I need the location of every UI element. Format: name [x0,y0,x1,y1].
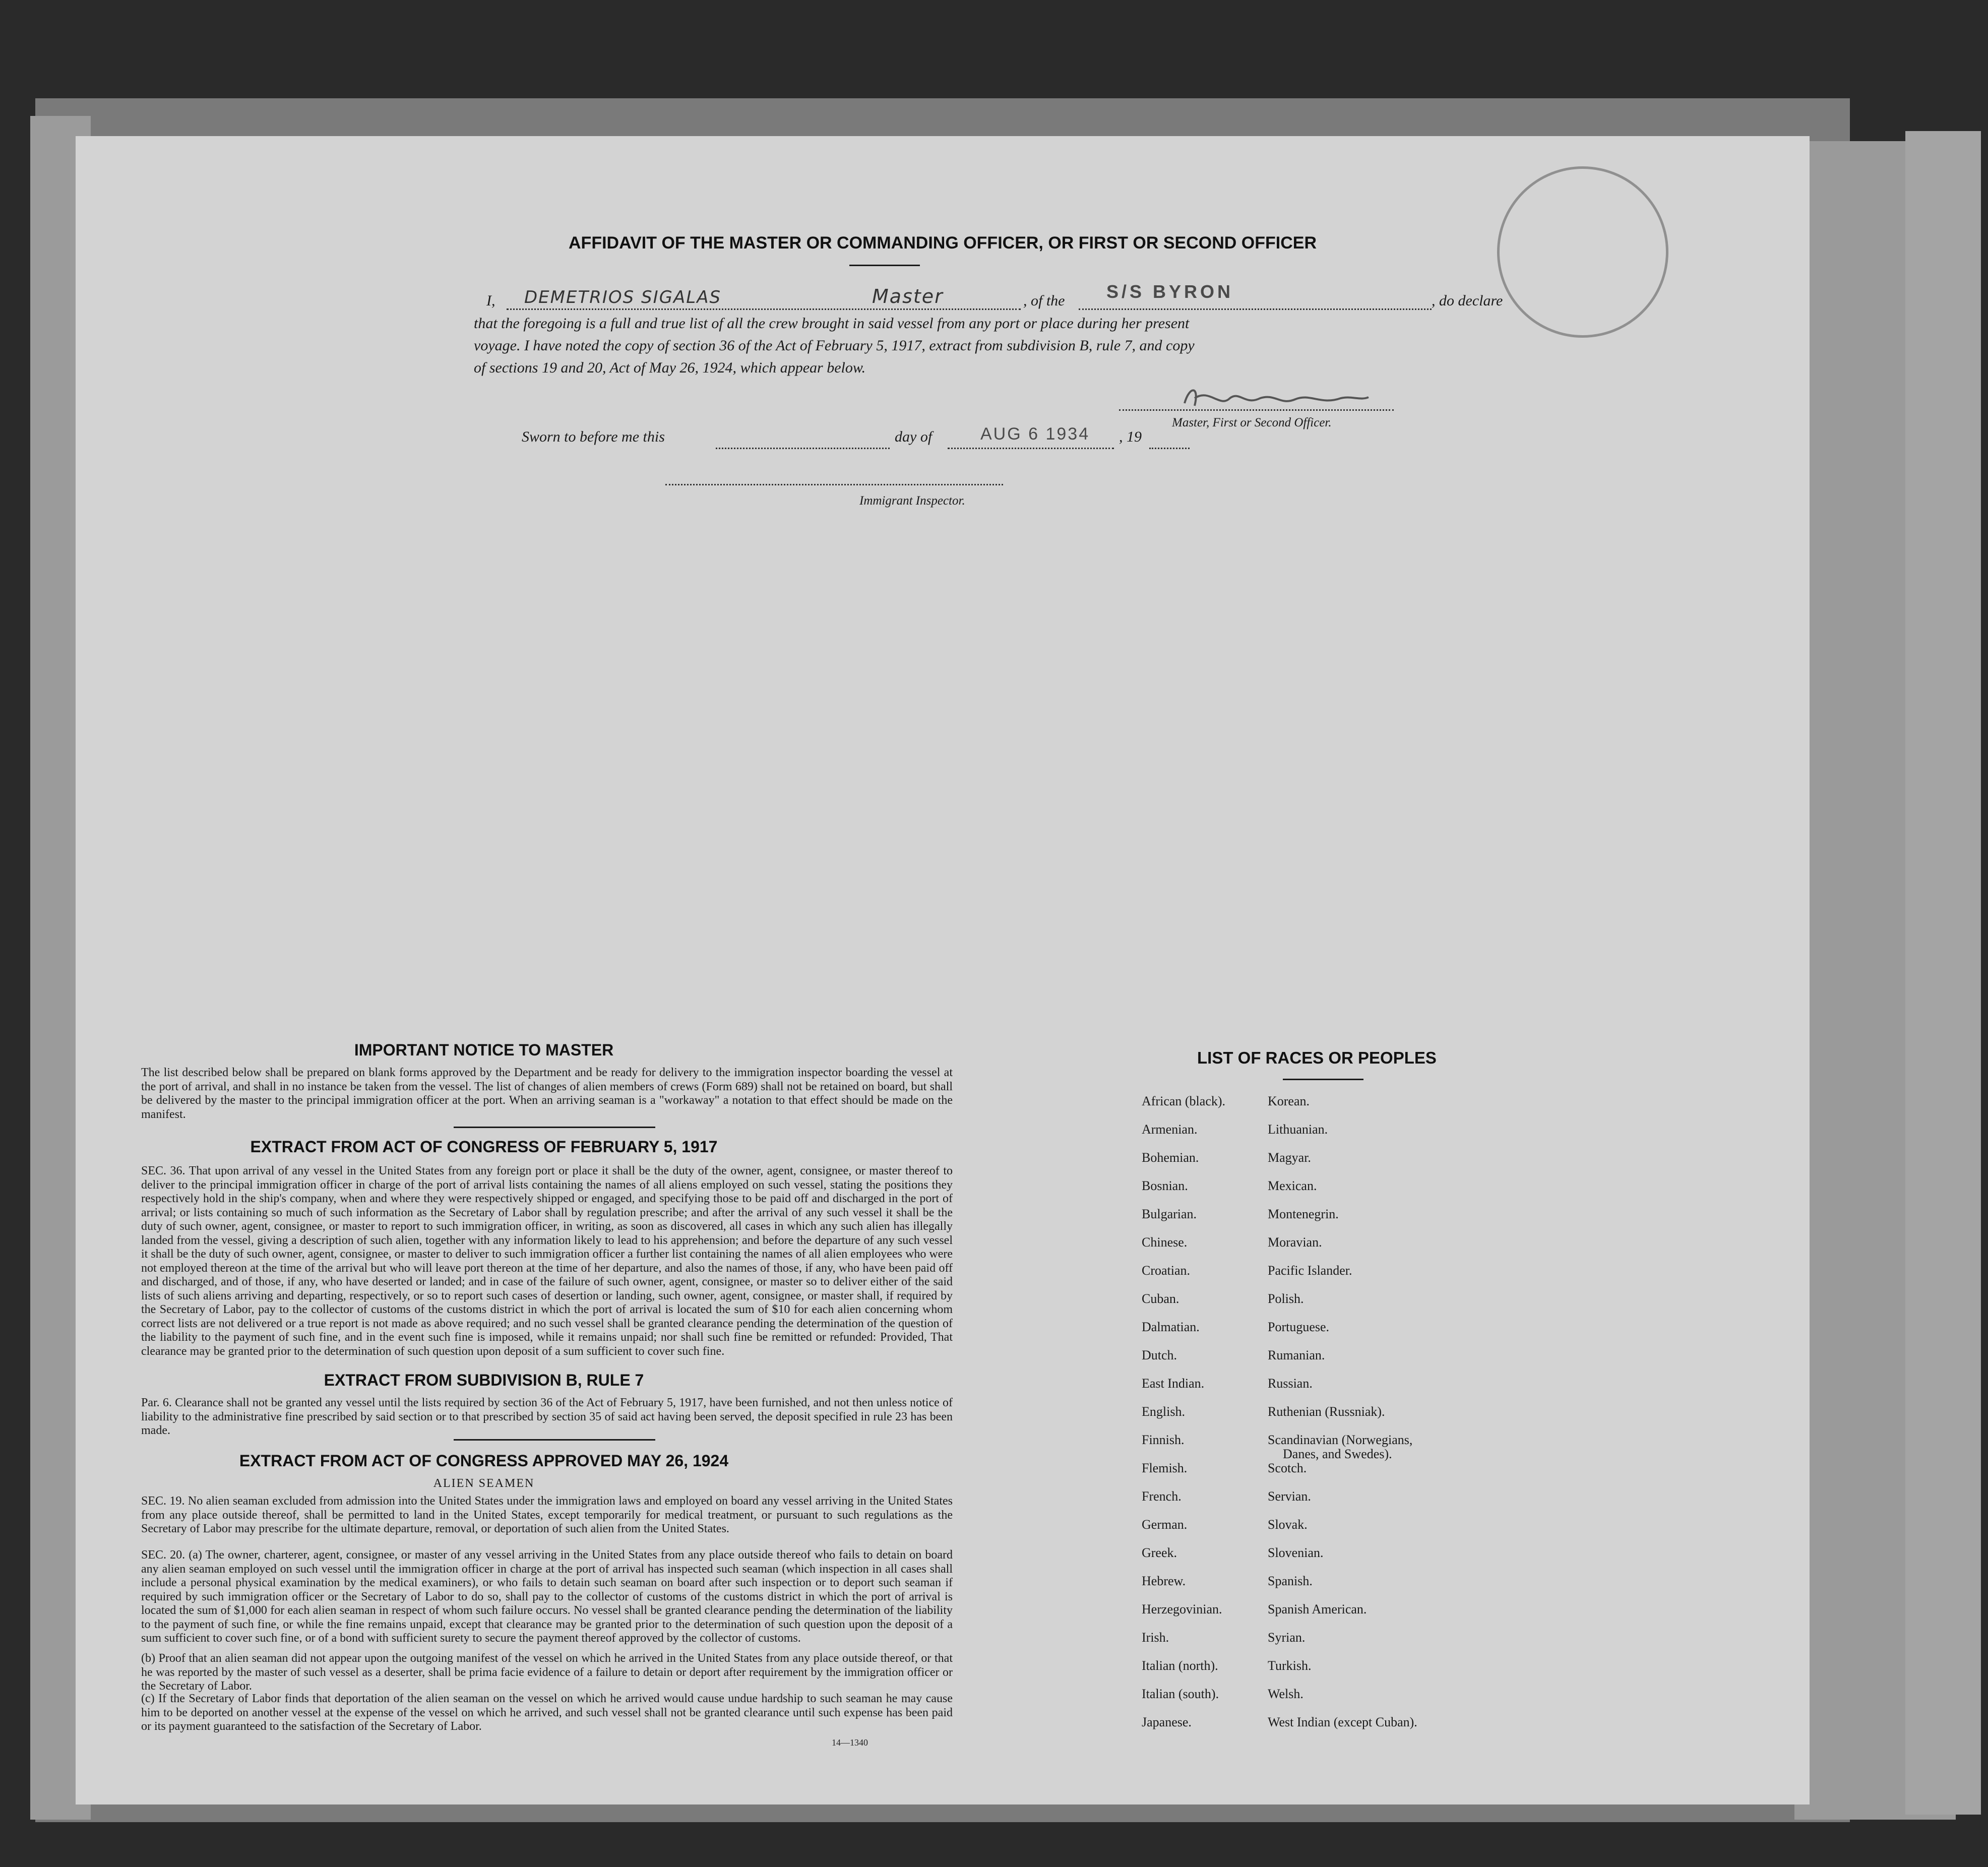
race-item: West Indian (except Cuban). [1268,1715,1417,1729]
declarant-prefix: I, [486,292,495,309]
day-of-label: day of [895,428,933,445]
race-item: Greek. [1142,1545,1177,1560]
race-item: Scandinavian (Norwegians, [1268,1433,1413,1447]
declare-label: , do declare [1432,292,1503,309]
race-item: Irish. [1142,1630,1169,1645]
race-item: Danes, and Swedes). [1283,1447,1392,1461]
affidavit-line-4: of sections 19 and 20, Act of May 26, 1924, which appear below. [474,359,866,376]
race-item: Scotch. [1268,1461,1307,1475]
race-item: Hebrew. [1142,1574,1186,1588]
race-item: Japanese. [1142,1715,1192,1729]
affidavit-text [474,313,1517,379]
race-item: Portuguese. [1268,1320,1330,1334]
back-sheet-far-right [1905,131,1981,1815]
notice-title: IMPORTANT NOTICE TO MASTER [354,1041,614,1059]
race-item: Bulgarian. [1142,1207,1197,1221]
master-name: DEMETRIOS SIGALAS [524,287,722,307]
race-item: Rumanian. [1268,1348,1325,1362]
vessel-name: S/S BYRON [1106,281,1234,302]
race-item: Ruthenian (Russniak). [1268,1404,1385,1419]
affidavit-line-3: voyage. I have noted the copy of section 36 of the Act of February 5, 1917, extract from subdivision B, rule 7, and copy [474,337,1195,354]
race-item: Korean. [1268,1094,1310,1108]
race-item: Magyar. [1268,1150,1311,1165]
date-stamp: AUG 6 1934 [980,424,1090,444]
sec19-text: SEC. 19. No alien seaman excluded from admission into the United States under the immigration laws and employed on board any vessel arriving in the United States from any place outside thereof, shall be permitted to land in the United States, except temporarily for medical treatment, or pursuant to such regulations as the Secretary of Labor may prescribe for the ultimate departure, removal, or deportation of such alien from the United States. [141,1495,953,1535]
extract-1917-title: EXTRACT FROM ACT OF CONGRESS OF FEBRUARY 5, 1917 [250,1138,718,1156]
race-item: East Indian. [1142,1376,1205,1391]
races-title: LIST OF RACES OR PEOPLES [1197,1048,1437,1067]
race-item: African (black). [1142,1094,1226,1108]
inspector-signature-line [665,484,1003,485]
race-item: Montenegrin. [1268,1207,1339,1221]
race-item: Welsh. [1268,1687,1303,1701]
race-item: Herzegovinian. [1142,1602,1222,1616]
divider [1283,1079,1363,1080]
signature-caption: Master, First or Second Officer. [1172,416,1332,429]
race-item: Chinese. [1142,1235,1188,1250]
divider [454,1127,655,1128]
race-item: Bosnian. [1142,1178,1188,1193]
form-sheet [76,136,1810,1804]
affidavit-title: AFFIDAVIT OF THE MASTER OR COMMANDING OFFICER, OR FIRST OR SECOND OFFICER [569,233,1317,253]
rule7-text: Par. 6. Clearance shall not be granted any vessel until the lists required by section 36 of the Act of February 5, 1917, have been furnished, and not then unless notice of liability to the administrative fine prescribed by said section or to that prescribed by section 35 of said act having been served, the deposit specified in rule 23 has been made. [141,1396,953,1437]
race-item: Slovenian. [1268,1545,1324,1560]
race-item: Italian (north). [1142,1658,1218,1673]
race-item: Turkish. [1268,1658,1312,1673]
race-item: Slovak. [1268,1517,1308,1532]
race-item: Flemish. [1142,1461,1188,1475]
race-item: Armenian. [1142,1122,1198,1137]
race-item: German. [1142,1517,1188,1532]
race-item: Spanish. [1268,1574,1313,1588]
master-signature [1179,383,1371,413]
race-item: French. [1142,1489,1182,1504]
of-the-label: , of the [1023,292,1065,309]
year-line [1149,448,1190,449]
race-item: Dutch. [1142,1348,1177,1362]
race-item: Lithuanian. [1268,1122,1328,1137]
sec20b-text: (b) Proof that an alien seaman did not appear upon the outgoing manifest of the vessel on which he arrived in the United States from any place outside thereof, or that he was reported by the master of such vessel as a deserter, shall be prima facie evidence of a failure to detain or deport after requirement by the immigration officer or the Secretary of Labor. [141,1652,953,1693]
divider [454,1439,655,1441]
extract-1917-text: SEC. 36. That upon arrival of any vessel in the United States from any foreign port or place it shall be the duty of the owner, agent, consignee, or master thereof to deliver to the principal immigration officer in charge of the port of arrival lists containing the names of all aliens employed on such vessel, stating the positions they respectively hold in the ship's company, when and where they were respectively shipped or engaged, and specifying those to be paid off and discharged in the port of arrival; or lists containing so much of such information as the Secretary of Labor shall by regulation prescribe; and after the arrival of any such vessel it shall be the duty of such owner, agent, consignee, or master to report to such immigration officer, in writing, as soon as discovered, all cases in which any such alien has illegally landed from the vessel, giving a description of such alien, together with any information likely to lead to his apprehension; and before the departure of any such vessel it shall be the duty of such owner, agent, consignee, or master to deliver to such immigration officer a further list containing the names of all alien employees who were not employed thereon at the time of the arrival but who will leave port thereon at the time of her departure, and also the names of those, if any, who have been paid off and discharged, and of those, if any, who have deserted or landed; and in case of the failure of such owner, agent, consignee, or master so to deliver either of the said lists of such aliens arriving and departing, respectively, or so to report such cases of desertion or landing, such owner, agent, consignee, or master shall, if required by the Secretary of Labor, pay to the collector of customs of the customs district in which the port of arrival is located the sum of $10 for each alien concerning whom correct lists are not delivered or a true report is not made as above required; and no such vessel shall be granted clearance pending the determination of the question of the liability to the payment of such fine, and in the event such fine is imposed, while it remains unpaid; nor shall such fine be remitted or refunded: Provided, That clearance may be granted prior to the determination of such question upon deposit of a sum sufficient to cover such fine. [141,1164,953,1358]
sec20a-text: SEC. 20. (a) The owner, charterer, agent, consignee, or master of any vessel arriving in the United States from any place outside thereof who fails to detain on board any alien seaman employed on such vessel until the immigration officer in charge at the port of arrival has inspected such seaman (which inspection in all cases shall include a personal physical examination by the medical examiners), or who fails to detain such seaman on board after such inspection or to deport such seaman if required by such immigration officer or the Secretary of Labor to do so, shall pay to the collector of customs of the customs district in which the port of arrival is located the sum of $1,000 for each alien seaman in respect of whom such failure occurs. No vessel shall be granted clearance pending the determination of the liability to the payment of such fine, or while the fine remains unpaid, except that clearance may be granted prior to the determination of such question upon the deposit of a sum sufficient to cover such fine, or of a bond with sufficient surety to secure the payment thereof approved by the collector of customs. [141,1548,953,1645]
race-item: Polish. [1268,1291,1304,1306]
race-item: Finnish. [1142,1433,1185,1447]
notice-text: The list described below shall be prepared on blank forms approved by the Department and be ready for delivery to the immigration inspector boarding the vessel at the port of arrival, and shall in no instance be taken from the vessel. The list of changes of alien members of crews (Form 689) shall not be retained on board, but shall be delivered by the master to the principal immigration officer at the port. When an arriving seaman is a "workaway" a notation to that effect should be made on the manifest. [141,1066,953,1121]
inspector-caption: Immigrant Inspector. [859,494,965,508]
name-line [507,308,1021,310]
rule7-title: EXTRACT FROM SUBDIVISION B, RULE 7 [324,1371,644,1389]
race-item: Croatian. [1142,1263,1191,1278]
race-item: Bohemian. [1142,1150,1199,1165]
alien-seamen-subtitle: ALIEN SEAMEN [433,1477,535,1490]
race-item: Mexican. [1268,1178,1317,1193]
sworn-month-line [948,448,1114,449]
sworn-label: Sworn to before me this [522,428,665,445]
race-item: Servian. [1268,1489,1311,1504]
race-item: Spanish American. [1268,1602,1367,1616]
race-item: Dalmatian. [1142,1320,1200,1334]
extract-1924-title: EXTRACT FROM ACT OF CONGRESS APPROVED MAY 26, 1924 [239,1452,729,1470]
sworn-day-line [716,448,890,449]
race-item: English. [1142,1404,1185,1419]
master-rank: Master [872,285,944,307]
race-item: Russian. [1268,1376,1313,1391]
divider [849,265,920,266]
race-item: Moravian. [1268,1235,1322,1250]
vessel-line [1079,308,1432,310]
race-item: Italian (south). [1142,1687,1219,1701]
affidavit-line-2: that the foregoing is a full and true list of all the crew brought in said vessel from any port or place during her present [474,315,1190,332]
sec20c-text: (c) If the Secretary of Labor finds that deportation of the alien seaman on the vessel on which he arrived would cause undue hardship to such seaman he may cause him to be deported on another vessel at the expense of the vessel on which he arrived, and such vessel shall not be granted clearance until such expense has been paid or its payment guaranteed to the satisfaction of the Secretary of Labor. [141,1692,953,1733]
race-item: Syrian. [1268,1630,1306,1645]
year-prefix: , 19 [1119,428,1142,445]
race-item: Pacific Islander. [1268,1263,1352,1278]
form-number: 14—1340 [832,1737,868,1748]
race-item: Cuban. [1142,1291,1179,1306]
